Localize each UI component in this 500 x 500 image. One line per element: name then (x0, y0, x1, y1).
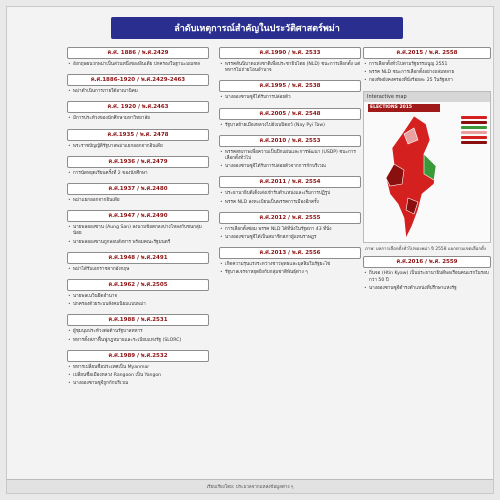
timeline-section (219, 247, 361, 276)
myanmar-map-graphic (374, 114, 454, 240)
timeline-entry: • การนัดหยุดเรียนครั้งที่ 2 ของนักศึกษา (67, 171, 209, 177)
era-label: ค.ศ.1990 / พ.ศ. 2533 (219, 47, 361, 59)
legend-swatch (461, 116, 487, 119)
timeline-entry: • การเลือกตั้งทั่วไปตามรัฐธรรมนูญ 2551 (363, 62, 491, 68)
timeline-section (67, 350, 209, 388)
era-label: ค.ศ.2010 / พ.ศ. 2553 (219, 135, 361, 147)
map-legend (461, 116, 487, 146)
timeline-entry: • พม่าได้รับเอกราชจากอังกฤษ (67, 267, 209, 273)
timeline-section (219, 135, 361, 171)
era-label: ค.ศ.1886-1920 / พ.ศ.2429-2463 (67, 74, 209, 86)
election-map (363, 91, 491, 243)
era-label: ค.ศ. 1920 / พ.ศ.2463 (67, 101, 209, 113)
timeline-entry: • นางอองซานซูจีได้เป็นสมาชิกสภาผู้แทนราษฎร (219, 235, 361, 241)
era-label: ค.ศ.1947 / พ.ศ.2490 (67, 210, 209, 222)
timeline-section (219, 47, 361, 74)
era-label: ค.ศ. 1886 / พ.ศ.2429 (67, 47, 209, 59)
era-label: ค.ศ.2013 / พ.ศ. 2556 (219, 247, 361, 259)
legend-swatch (461, 131, 487, 134)
timeline-section (363, 47, 491, 85)
timeline-section (67, 129, 209, 150)
legend-swatch (461, 141, 487, 144)
timeline-entry: • นายพลอองซานถูกลอบสังหาร พร้อมคณะรัฐมนตรี (67, 240, 209, 246)
timeline-entry: • ทหารเปลี่ยนชื่อประเทศเป็น Myanmar (67, 365, 209, 371)
timeline-entry: • ปกครองด้วยระบบสังคมนิยมแบบพม่า (67, 302, 209, 308)
timeline-entry: • พรรคสหภาพเพื่อความเป็นปึกแผ่นและการพัฒนา (USDP) ชนะการเลือกตั้งทั่วไป (219, 150, 361, 162)
timeline-entry: • พรรค NLD ชนะการเลือกตั้งอย่างถล่มทลาย (363, 70, 491, 76)
poster-footer: เรียบเรียงโดย: ประมวลจากแหล่งข้อมูลต่าง ๆ (7, 479, 493, 493)
timeline-entry: • เกิดความรุนแรงระหว่างชาวพุทธและมุสลิมในรัฐยะไข่ (219, 262, 361, 268)
era-label: ค.ศ.1962 / พ.ศ.2505 (67, 279, 209, 291)
timeline-section (219, 108, 361, 129)
era-label: ค.ศ.1995 / พ.ศ. 2538 (219, 80, 361, 92)
timeline-entry: • การเลือกตั้งซ่อม พรรค NLD ได้ที่นั่งในรัฐสภา 43 ที่นั่ง (219, 227, 361, 233)
timeline-entry: • รัฐบาลย้ายเมืองหลวงไปยังเนปิดอว์ (Nay Pyi Taw) (219, 123, 361, 129)
timeline-entry: • มีการประท้วงของนักศึกษามหาวิทยาลัย (67, 116, 209, 122)
timeline-entry: • ประธานาธิบดีเต็งเส่งเข้ารับตำแหน่งและเริ่มการปฏิรูป (219, 191, 361, 197)
timeline-entry: • นางอองซานซูจีได้รับการปล่อยตัว (219, 95, 361, 101)
era-label: ค.ศ.1937 / พ.ศ.2480 (67, 183, 209, 195)
timeline-section (67, 156, 209, 177)
timeline-section (219, 212, 361, 241)
poster-title: ลำดับเหตุการณ์สำคัญในประวัติศาสตร์พม่า (111, 17, 403, 39)
timeline-section (67, 210, 209, 246)
timeline-entry: • รัฐบาลเจรจาหยุดยิงกับกลุ่มชาติพันธุ์ต่าง ๆ (219, 270, 361, 276)
timeline-section (67, 279, 209, 308)
timeline-section (219, 176, 361, 205)
timeline-entry: • นางอองซานซูจีได้รับการปล่อยตัวจากการกักบริเวณ (219, 164, 361, 170)
timeline-entry: • ถิ่นจอ (Htin Kyaw) เป็นประธานาธิบดีพลเรือนคนแรกในรอบกว่า 50 ปี (363, 271, 491, 283)
map-caption: ภาพ: ผลการเลือกตั้งทั่วไปของพม่า ปี 2558 แยกตามเขตเลือกตั้ง (365, 246, 487, 252)
era-label: ค.ศ.1948 / พ.ศ.2491 (67, 252, 209, 264)
timeline-poster (6, 6, 494, 494)
timeline-entry: • นางอองซานซูจีถูกกักบริเวณ (67, 381, 209, 387)
map-header: Interactive map (364, 92, 490, 102)
timeline-section (67, 252, 209, 273)
timeline-section (67, 74, 209, 95)
timeline-entry: • ผู้ชุมนุมประท้วงต่อต้านรัฐบาลทหาร (67, 329, 209, 335)
timeline-entry: • ทหารตั้งสภาฟื้นฟูกฎหมายและระเบียบแห่งรัฐ (SLORC) (67, 338, 209, 344)
timeline-section (363, 256, 491, 292)
map-subheader: ELECTIONS 2015 (368, 104, 440, 112)
timeline-section (67, 101, 209, 122)
legend-swatch (461, 121, 487, 124)
legend-swatch (461, 126, 487, 129)
timeline-entry: • นายพลอองซาน (Aung San) ลงนามข้อตกลงปางโหลงกับชนกลุ่มน้อย (67, 225, 209, 237)
era-label: ค.ศ.2012 / พ.ศ. 2555 (219, 212, 361, 224)
timeline-entry: • พระราชบัญญัติรัฐบาลพม่าแยกออกจากอินเดีย (67, 144, 209, 150)
timeline-entry: • พรรคสันนิบาตแห่งชาติเพื่อประชาธิปไตย (NLD) ชนะการเลือกตั้ง แต่ทหารไม่ถ่ายโอนอำนาจ (219, 62, 361, 74)
timeline-entry: • พม่าดำเนินการภายใต้อาณานิคม (67, 89, 209, 95)
timeline-section (67, 183, 209, 204)
timeline-column-3 (363, 47, 491, 298)
era-label: ค.ศ.2016 / พ.ศ. 2559 (363, 256, 491, 268)
timeline-column-1 (67, 47, 209, 393)
timeline-column-2 (219, 47, 361, 283)
timeline-entry: • กองทัพยังคงครองที่นั่งร้อยละ 25 ในรัฐสภา (363, 78, 491, 84)
era-label: ค.ศ.2011 / พ.ศ. 2554 (219, 176, 361, 188)
timeline-entry: • พม่าแยกออกจากอินเดีย (67, 198, 209, 204)
timeline-entry: • นางอองซานซูจีดำรงตำแหน่งที่ปรึกษาแห่งรัฐ (363, 286, 491, 292)
era-label: ค.ศ.1936 / พ.ศ.2479 (67, 156, 209, 168)
legend-swatch (461, 136, 487, 139)
timeline-section (67, 314, 209, 343)
timeline-entry: • เปลี่ยนชื่อเมืองหลวง Rangoon เป็น Yangon (67, 373, 209, 379)
timeline-section (67, 47, 209, 68)
era-label: ค.ศ.1935 / พ.ศ. 2478 (67, 129, 209, 141)
timeline-section (219, 80, 361, 101)
timeline-entry: • อังกฤษผนวกพม่าเป็นส่วนหนึ่งของอินเดีย ปกครองในฐานะมณฑล (67, 62, 209, 68)
timeline-entry: • พรรค NLD ลงทะเบียนเป็นพรรคการเมืองอีกครั้ง (219, 200, 361, 206)
era-label: ค.ศ.2015 / พ.ศ. 2558 (363, 47, 491, 59)
timeline-entry: • นายพลเนวินยึดอำนาจ (67, 294, 209, 300)
era-label: ค.ศ.2005 / พ.ศ. 2548 (219, 108, 361, 120)
era-label: ค.ศ.1988 / พ.ศ.2531 (67, 314, 209, 326)
era-label: ค.ศ.1989 / พ.ศ.2532 (67, 350, 209, 362)
